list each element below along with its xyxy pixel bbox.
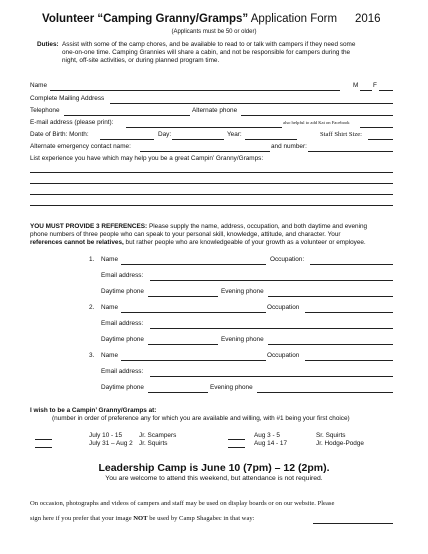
- dob-day-label: Day:: [158, 131, 172, 138]
- reference-2-name-field[interactable]: [121, 312, 266, 313]
- session-4-group: Jr. Hodge-Podge: [316, 440, 364, 447]
- reference-3-name-label: Name: [101, 352, 119, 359]
- reference-1-email-label: Email address:: [101, 272, 144, 279]
- leadership-subtext: You are welcome to attend this weekend, but attendance is not required.: [105, 475, 323, 482]
- photo-consent-text-b: be used by Camp Shagabec in that way:: [147, 515, 255, 522]
- telephone-label: Telephone: [30, 107, 60, 114]
- session-choice-3[interactable]: [228, 439, 245, 440]
- experience-label: List experience you have which may help you be a great Campin’ Granny/Gramps:: [30, 155, 264, 162]
- duties-line-2: one-on-one time. Camping Grannies will share a cabin, and not be responsible for campers during the: [62, 49, 351, 56]
- reference-3-email-field[interactable]: [150, 376, 393, 377]
- dob-year-label: Year:: [227, 131, 242, 138]
- emergency-contact-field[interactable]: [140, 151, 270, 152]
- reference-2-name-label: Name: [101, 304, 119, 311]
- name-field[interactable]: [50, 90, 340, 91]
- experience-line-3[interactable]: [30, 194, 393, 195]
- reference-1-email-field[interactable]: [150, 280, 393, 281]
- mailing-address-label: Complete Mailing Address: [30, 95, 105, 102]
- gender-f-field[interactable]: [379, 90, 393, 91]
- references-intro-line-2: phone numbers of three people who can speak to your personal skill, knowledge, attitude, and character. Your: [30, 231, 341, 238]
- sessions-instructions: (number in order of preference any for which you are available and willing, with #1 being your first choice): [52, 415, 350, 422]
- gender-f-label: F: [373, 82, 377, 89]
- session-2-group: Jr. Squirts: [139, 440, 168, 447]
- session-choice-1[interactable]: [35, 439, 52, 440]
- session-3-group: Sr. Squirts: [316, 432, 346, 439]
- email-label: E-mail address (please print):: [30, 119, 114, 126]
- form-subtitle: (Applicants must be 50 or older): [171, 29, 257, 35]
- session-2-date: July 31 – Aug 2: [89, 440, 133, 447]
- photo-consent-line-1: On occasion, photographs and videos of campers and staff may be used on display boards or on our website. Please: [30, 500, 335, 507]
- duties-line-3: night, off-site activities, or during planned program time.: [62, 57, 220, 64]
- reference-3-daytime-field[interactable]: [148, 392, 208, 393]
- reference-3-daytime-label: Daytime phone: [101, 384, 144, 391]
- reference-3-occupation-label: Occupation: [267, 352, 300, 359]
- gender-m-label: M: [353, 82, 359, 89]
- session-4-date: Aug 14 - 17: [254, 440, 288, 447]
- email-note: also helpful to add Kat on Facebook: [283, 120, 350, 125]
- reference-3-name-field[interactable]: [121, 360, 266, 361]
- duties-line-1: Assist with some of the camp chores, and be available to read to or talk with campers if they need some: [62, 41, 356, 48]
- experience-line-4[interactable]: [30, 205, 393, 206]
- session-1-date: July 10 - 15: [89, 432, 123, 439]
- reference-1-number: 1.: [89, 256, 95, 263]
- references-intro-line-1: [30, 223, 367, 231]
- form-title: [42, 13, 337, 25]
- duties-label: Duties:: [37, 41, 59, 48]
- sessions-heading: I wish to be a Campin’ Granny/Gramps at:: [30, 407, 157, 414]
- reference-1-name-label: Name: [101, 256, 119, 263]
- reference-1-occupation-field[interactable]: [310, 264, 393, 265]
- photo-consent-not: NOT: [133, 515, 148, 522]
- email-field[interactable]: [126, 127, 282, 128]
- alt-phone-label: Alternate phone: [192, 107, 238, 114]
- title-rest: Application Form: [248, 13, 338, 25]
- references-intro-line-3: [30, 239, 366, 247]
- references-relatives-bold: references cannot be relatives,: [30, 239, 124, 246]
- reference-3-evening-label: Evening phone: [210, 384, 253, 391]
- session-3-date: Aug 3 - 5: [254, 432, 280, 439]
- photo-consent-signature-field[interactable]: [313, 523, 393, 524]
- dob-month-field[interactable]: [100, 139, 154, 140]
- reference-2-daytime-field[interactable]: [148, 344, 218, 345]
- reference-3-number: 3.: [89, 352, 95, 359]
- reference-2-evening-field[interactable]: [268, 344, 393, 345]
- session-choice-4[interactable]: [228, 447, 245, 448]
- reference-2-daytime-label: Daytime phone: [101, 336, 144, 343]
- mailing-address-field[interactable]: [110, 103, 393, 104]
- email-extra-field[interactable]: [360, 127, 393, 128]
- reference-1-evening-label: Evening phone: [221, 288, 264, 295]
- reference-2-email-label: Email address:: [101, 320, 144, 327]
- experience-line-1[interactable]: [30, 172, 393, 173]
- reference-1-evening-field[interactable]: [268, 296, 393, 297]
- reference-2-evening-label: Evening phone: [221, 336, 264, 343]
- reference-3-evening-field[interactable]: [257, 392, 393, 393]
- reference-3-email-label: Email address:: [101, 368, 144, 375]
- emergency-number-label: and number:: [271, 143, 307, 150]
- shirt-size-field[interactable]: [368, 139, 393, 140]
- title-bold: Volunteer “Camping Granny/Gramps”: [42, 13, 249, 25]
- references-intro-bold: YOU MUST PROVIDE 3 REFERENCES:: [30, 223, 148, 230]
- gender-m-field[interactable]: [360, 90, 372, 91]
- references-relatives-rest: but rather people who are knowledgeable of your growth as a volunteer or employee.: [123, 239, 366, 246]
- leadership-heading: Leadership Camp is June 10 (7pm) – 12 (2pm).: [98, 462, 330, 474]
- reference-2-occupation-label: Occupation: [267, 304, 300, 311]
- form-year: 2016: [355, 13, 381, 25]
- telephone-field[interactable]: [64, 115, 190, 116]
- dob-day-field[interactable]: [172, 139, 224, 140]
- alt-phone-field[interactable]: [241, 115, 393, 116]
- photo-consent-line-2: [30, 515, 255, 522]
- reference-3-occupation-field[interactable]: [305, 360, 393, 361]
- photo-consent-text-a: sign here if you prefer that your image: [30, 515, 134, 522]
- shirt-size-label: Staff Shirt Size:: [320, 131, 363, 138]
- session-1-group: Jr. Scampers: [139, 432, 177, 439]
- reference-1-name-field[interactable]: [121, 264, 266, 265]
- emergency-contact-label: Alternate emergency contact name:: [30, 143, 131, 150]
- emergency-number-field[interactable]: [308, 151, 393, 152]
- reference-2-email-field[interactable]: [150, 328, 393, 329]
- name-label: Name: [30, 82, 48, 89]
- reference-1-daytime-label: Daytime phone: [101, 288, 144, 295]
- reference-1-occupation-label: Occupation:: [270, 256, 305, 263]
- reference-2-number: 2.: [89, 304, 95, 311]
- dob-year-field[interactable]: [245, 139, 297, 140]
- session-choice-2[interactable]: [35, 447, 52, 448]
- experience-line-2[interactable]: [30, 183, 393, 184]
- dob-month-label: Date of Birth: Month:: [30, 131, 89, 138]
- reference-2-occupation-field[interactable]: [305, 312, 393, 313]
- references-intro-rest: Please supply the name, address, occupation, and both daytime and evening: [147, 223, 368, 230]
- reference-1-daytime-field[interactable]: [148, 296, 218, 297]
